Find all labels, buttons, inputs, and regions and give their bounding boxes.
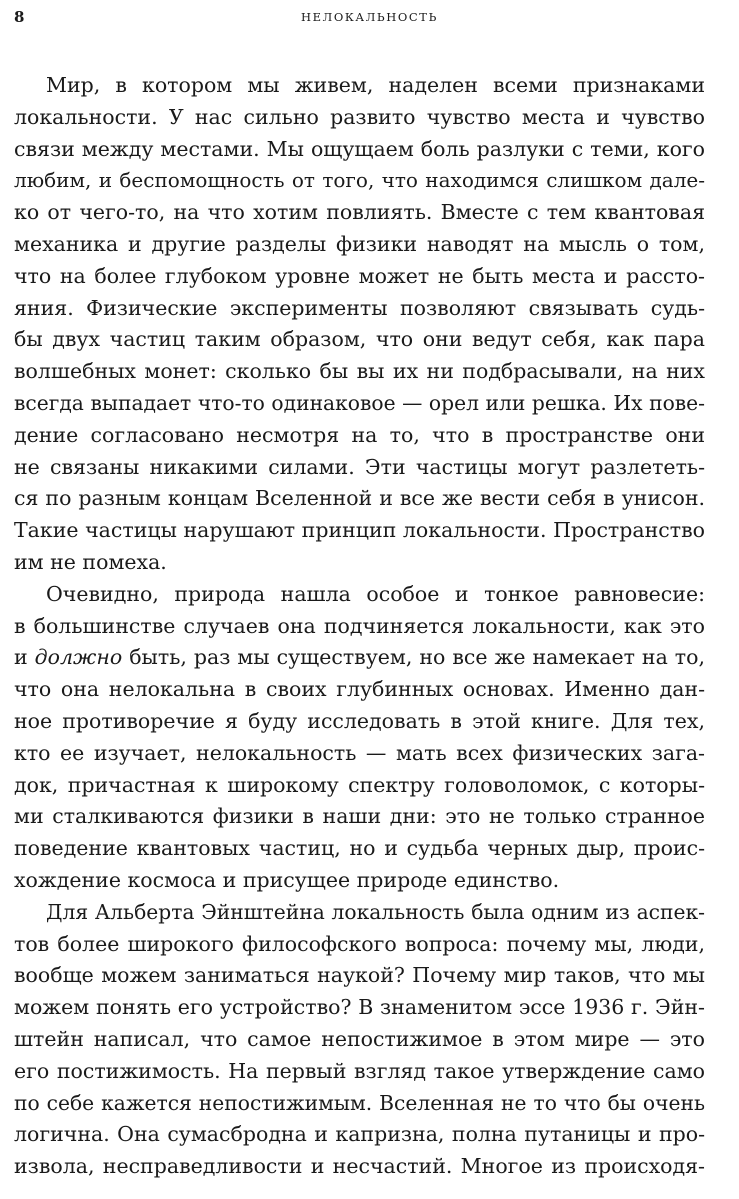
text-line: всегда выпадает что-то одинаковое — орел или решка. Их пове- [14,390,705,415]
text-line: связи между местами. Мы ощущаем боль разлуки с теми, кого [14,136,705,161]
text-line: что она нелокальна в своих глубинных основах. Именно дан- [14,677,705,702]
text-line: им не помеха. [14,549,167,574]
paragraph-1 [14,70,705,579]
text-line: извола, несправедливости и несчастий. Многое из происходя- [14,1154,705,1179]
text-line: что на более глубоком уровне может не быть места и рассто- [14,263,705,288]
text-line: логична. Она сумасбродна и капризна, полна путаницы и про- [14,1122,705,1147]
text-line: ми сталкиваются физики в наши дни: это не только странное [14,804,705,829]
text-line: его постижимость. На первый взгляд такое утверждение само [14,1058,705,1083]
page-number: 8 [14,8,25,26]
text-line: Очевидно, природа нашла особое и тонкое равновесие: [46,581,705,606]
text-line: Для Альберта Эйнштейна локальность была одним из аспек- [46,899,705,924]
text-line: ся по разным концам Вселенной и все же вести себя в унисон. [14,486,705,511]
text-run: и [14,645,35,670]
text-line: волшебных монет: сколько бы вы их ни подбрасывали, на них [14,359,705,384]
text-line-italic [14,642,705,674]
text-line: дение согласовано несмотря на то, что в пространстве они [14,422,705,447]
text-line: вообще можем заниматься наукой? Почему мир таков, что мы [14,963,705,988]
text-line: в большинстве случаев она подчиняется локальности, как это [14,613,705,638]
text-line: Мир, в котором мы живем, наделен всеми признаками [46,73,705,97]
paragraph-2 [14,579,705,897]
running-head: НЕЛОКАЛЬНОСТЬ [301,10,438,24]
text-run: быть, раз мы существуем, но все же намекает на то, [122,645,705,670]
text-line: по себе кажется непостижимым. Вселенная не то что бы очень [14,1090,705,1115]
text-line: поведение квантовых частиц, но и судьба черных дыр, проис- [14,836,705,861]
text-line: ко от чего-то, на что хотим повлиять. Вместе с тем квантовая [14,200,705,225]
paragraph-3 [14,897,705,1183]
text-line: можем понять его устройство? В знаменитом эссе 1936 г. Эйн- [14,995,705,1020]
body-text [14,70,705,1183]
text-line: не связаны никакими силами. Эти частицы могут разлететь- [14,454,705,479]
text-line: яния. Физические эксперименты позволяют связывать судь- [14,295,705,320]
text-line: док, причастная к широкому спектру головоломок, с которы- [14,772,705,797]
text-line: хождение космоса и присущее природе единство. [14,867,560,892]
text-line: механика и другие разделы физики наводят на мысль о том, [14,231,705,256]
text-line: бы двух частиц таким образом, что они ведут себя, как пара [14,327,705,352]
text-line: любим, и беспомощность от того, что находимся слишком дале- [14,168,705,193]
text-line: локальности. У нас сильно развито чувство места и чувство [14,104,705,129]
text-line: тов более широкого философского вопроса: почему мы, люди, [14,931,705,956]
emphasis: должно [34,645,123,670]
text-line: Такие частицы нарушают принцип локальности. Пространство [14,518,705,543]
text-line: штейн написал, что самое непостижимое в этом мире — это [14,1026,705,1051]
text-line: ное противоречие я буду исследовать в этой книге. Для тех, [14,708,705,733]
text-line: кто ее изучает, нелокальность — мать всех физических зага- [14,740,705,765]
